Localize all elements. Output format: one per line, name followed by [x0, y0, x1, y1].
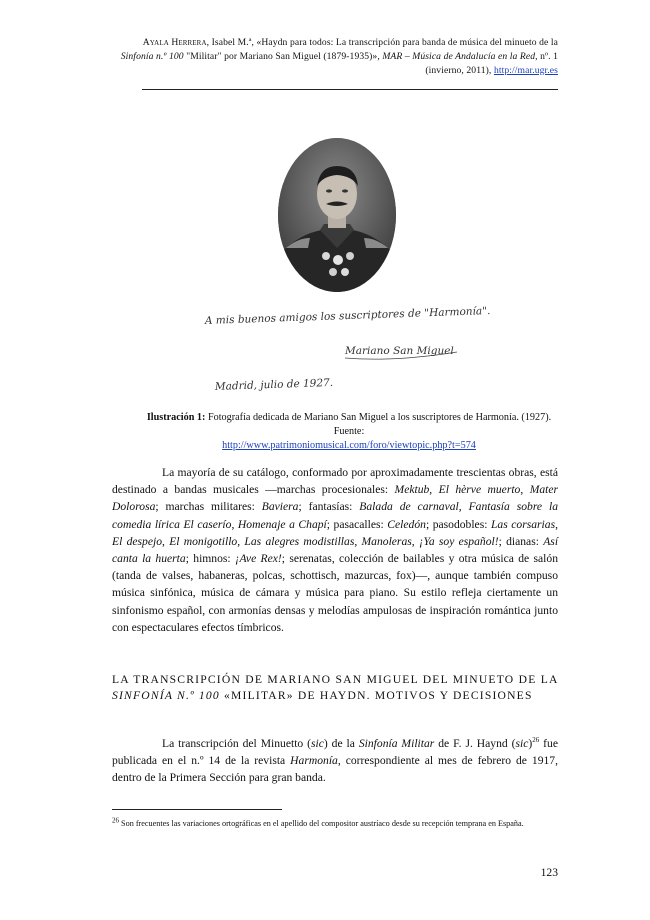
header-text-2: "Militar" por Mariano San Miguel (1879-1935)»,: [183, 51, 383, 62]
caption-label: Ilustración 1:: [146, 412, 206, 423]
header-issue: , nº. 1 (invierno, 2011),: [425, 51, 558, 76]
header-link[interactable]: http://mar.ugr.es: [493, 65, 558, 76]
footnote-rule: [112, 809, 282, 810]
body-paragraph-1: La mayoría de su catálogo, conformado por aproximadamente trescientas obras, está destinado a bandas musicales —marchas procesionales: Mektub, El hèrve muerto, Mater Dolorosa; marchas militares: Baviera; fantasías: Balada de carnaval, Fantasía sobre la comedia lírica El caserío, Homenaje a Chapí; pasacalles: Celedón; pasodobles: Las corsarias, El despejo, El monigotillo, Las alegres modistillas, Manoleras, ¡Ya soy español!; dianas: Así canta la huerta; himnos: ¡Ave Rex!; serenatas, colección de bailables y otra música de salón (tanda de valses, habaneras, polcas, schottisch, mazurcas, fox)—, aunque también compuso música sinfónica, música de cámara y música para piano. Su estilo refleja ciertamente un sinfonismo español, con armonías densas y melodías ampulosas de inspiración romántica junto con espectaculares efectos tímbricos.: [112, 466, 559, 634]
header-rule: [142, 89, 558, 90]
svg-text:Madrid, julio de 1927.: Madrid, julio de 1927.: [214, 376, 334, 393]
handwritten-dedication: [195, 292, 505, 402]
header-author: Ayala Herrera: [142, 37, 207, 48]
footnote-number: 26: [112, 816, 119, 825]
footnote-text: Son frecuentes las variaciones ortográficas en el apellido del compositor austríaco desde su recepción temprana en España.: [119, 819, 524, 828]
svg-text:Mariano San Miguel: Mariano San Miguel: [345, 345, 454, 357]
dedication-script: [195, 292, 505, 402]
portrait-photograph: [278, 138, 396, 292]
body-paragraph-2: La transcripción del Minuetto (sic) de la Sinfonía Militar de F. J. Haynd (sic)$^{26}$ fue publicada en el n.º 14 de la revista Harmonía, correspondiente al mes de febrero de 1917, dentro de la Primera Sección para gran banda.: [112, 736, 558, 785]
page-number: 123: [540, 866, 558, 879]
running-header: [120, 36, 558, 78]
portrait-image: [278, 138, 396, 292]
footnote: [112, 817, 558, 830]
caption-source-link[interactable]: http://www.patrimoniomusical.com/foro/viewtopic.php?t=574: [222, 440, 476, 451]
figure-caption: [140, 411, 558, 453]
svg-text:A mis buenos amigos los suscri: A mis buenos amigos los suscriptores de "Harmonía".: [204, 305, 491, 327]
caption-text: Fotografía dedicada de Mariano San Miguel a los suscriptores de Harmonía. (1927). Fuente:: [205, 412, 552, 437]
footnote-ref[interactable]: 26: [532, 736, 540, 745]
header-work-title: Sinfonía n.º 100: [120, 51, 184, 62]
header-text: , Isabel M.ª, «Haydn para todos: La transcripción para banda de música del minueto de la: [206, 37, 558, 48]
header-journal: MAR – Música de Andalucía en la Red: [382, 51, 536, 62]
section-heading: LA TRANSCRIPCIÓN DE MARIANO SAN MIGUEL DEL MINUETO DE LA SINFONÍA N.º 100 «MILITAR» DE HAYDN. MOTIVOS Y DECISIONES: [112, 673, 558, 702]
